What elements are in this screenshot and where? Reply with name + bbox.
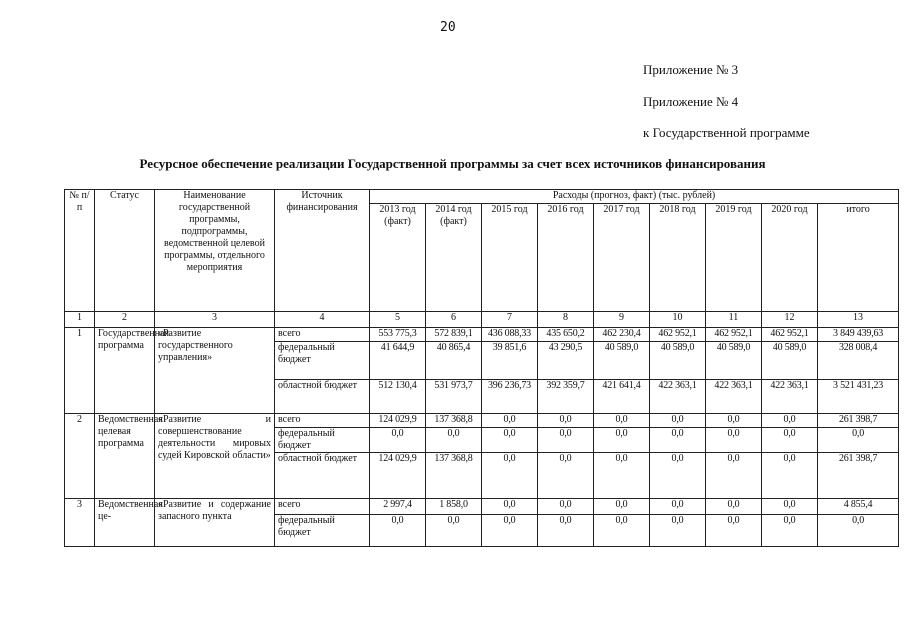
row-value: 137 368,8 xyxy=(426,414,482,428)
row-value: 0,0 xyxy=(482,414,538,428)
column-number: 3 xyxy=(155,312,275,328)
row-source: федеральный бюджет xyxy=(275,428,370,453)
row-value: 0,0 xyxy=(426,515,482,547)
table-row xyxy=(65,328,899,342)
row-value: 462 952,1 xyxy=(650,328,706,342)
row-value: 396 236,73 xyxy=(482,380,538,414)
row-value: 0,0 xyxy=(650,499,706,515)
header-year: 2017 год xyxy=(594,204,650,312)
row-value: 0,0 xyxy=(706,414,762,428)
row-value: 0,0 xyxy=(706,499,762,515)
appendix-line-3: Приложение № 3 xyxy=(643,62,739,77)
row-program-name: «Развитие и совершенствование деятельности мировых судей Кировской области» xyxy=(155,414,275,499)
row-value: 43 290,5 xyxy=(538,342,594,380)
row-value: 40 589,0 xyxy=(706,342,762,380)
row-value: 422 363,1 xyxy=(762,380,818,414)
row-value: 0,0 xyxy=(706,428,762,453)
row-value: 41 644,9 xyxy=(370,342,426,380)
column-number: 2 xyxy=(95,312,155,328)
row-number: 1 xyxy=(65,328,95,414)
resource-table xyxy=(64,189,899,547)
row-value: 0,0 xyxy=(426,428,482,453)
row-value: 0,0 xyxy=(538,515,594,547)
row-value: 3 849 439,63 xyxy=(818,328,899,342)
row-source: всего xyxy=(275,499,370,515)
header-year: 2016 год xyxy=(538,204,594,312)
row-value: 40 865,4 xyxy=(426,342,482,380)
header-year: 2014 год (факт) xyxy=(426,204,482,312)
row-value: 0,0 xyxy=(594,453,650,499)
row-value: 392 359,7 xyxy=(538,380,594,414)
row-value: 422 363,1 xyxy=(650,380,706,414)
column-number: 1 xyxy=(65,312,95,328)
row-value: 0,0 xyxy=(762,453,818,499)
row-value: 40 589,0 xyxy=(594,342,650,380)
column-number: 10 xyxy=(650,312,706,328)
column-number: 5 xyxy=(370,312,426,328)
header-num: № п/п xyxy=(65,190,95,312)
row-value: 1 858,0 xyxy=(426,499,482,515)
column-numbers-row xyxy=(65,312,899,328)
column-number: 7 xyxy=(482,312,538,328)
header-status: Статус xyxy=(95,190,155,312)
table-body xyxy=(65,190,899,547)
row-value: 0,0 xyxy=(650,453,706,499)
row-value: 0,0 xyxy=(650,515,706,547)
header-year: 2019 год xyxy=(706,204,762,312)
row-value: 512 130,4 xyxy=(370,380,426,414)
row-value: 4 855,4 xyxy=(818,499,899,515)
row-value: 553 775,3 xyxy=(370,328,426,342)
row-value: 40 589,0 xyxy=(650,342,706,380)
row-status: Ведомственная це- xyxy=(95,499,155,547)
row-value: 0,0 xyxy=(818,515,899,547)
row-status: Государственная программа xyxy=(95,328,155,414)
row-value: 0,0 xyxy=(482,515,538,547)
row-value: 0,0 xyxy=(762,515,818,547)
header-year: 2020 год xyxy=(762,204,818,312)
row-value: 0,0 xyxy=(594,428,650,453)
row-value: 261 398,7 xyxy=(818,414,899,428)
header-year: итого xyxy=(818,204,899,312)
row-program-name: «Развитие государственного управления» xyxy=(155,328,275,414)
row-value: 0,0 xyxy=(482,499,538,515)
row-source: всего xyxy=(275,328,370,342)
row-value: 0,0 xyxy=(594,414,650,428)
appendix-line-4: Приложение № 4 xyxy=(643,94,739,109)
row-source: всего xyxy=(275,414,370,428)
header-expenses: Расходы (прогноз, факт) (тыс. рублей) xyxy=(370,190,899,204)
row-source: областной бюджет xyxy=(275,453,370,499)
table-row xyxy=(65,499,899,515)
row-value: 462 952,1 xyxy=(762,328,818,342)
appendix-line-program: к Государственной программе xyxy=(643,125,810,140)
row-value: 0,0 xyxy=(594,499,650,515)
header-year: 2013 год (факт) xyxy=(370,204,426,312)
row-value: 0,0 xyxy=(482,453,538,499)
table-row xyxy=(65,414,899,428)
row-value: 40 589,0 xyxy=(762,342,818,380)
row-number: 3 xyxy=(65,499,95,547)
header-source: Источник финансирования xyxy=(275,190,370,312)
row-value: 0,0 xyxy=(538,428,594,453)
row-value: 422 363,1 xyxy=(706,380,762,414)
row-value: 0,0 xyxy=(762,428,818,453)
column-number: 13 xyxy=(818,312,899,328)
row-value: 0,0 xyxy=(538,499,594,515)
document-title: Ресурсное обеспечение реализации Государственной программы за счет всех источников финансирования xyxy=(139,156,766,171)
row-value: 261 398,7 xyxy=(818,453,899,499)
row-status: Ведомственная целевая программа xyxy=(95,414,155,499)
header-row-top xyxy=(65,190,899,204)
column-number: 6 xyxy=(426,312,482,328)
row-value: 531 973,7 xyxy=(426,380,482,414)
row-value: 462 230,4 xyxy=(594,328,650,342)
row-value: 0,0 xyxy=(482,428,538,453)
row-value: 39 851,6 xyxy=(482,342,538,380)
row-value: 0,0 xyxy=(762,414,818,428)
row-value: 436 088,33 xyxy=(482,328,538,342)
row-value: 421 641,4 xyxy=(594,380,650,414)
row-value: 0,0 xyxy=(818,428,899,453)
row-value: 462 952,1 xyxy=(706,328,762,342)
row-value: 0,0 xyxy=(538,414,594,428)
row-value: 0,0 xyxy=(650,428,706,453)
row-value: 0,0 xyxy=(706,515,762,547)
row-value: 0,0 xyxy=(762,499,818,515)
row-value: 0,0 xyxy=(370,428,426,453)
header-year: 2015 год xyxy=(482,204,538,312)
row-source: федеральный бюджет xyxy=(275,342,370,380)
header-name: Наименование государственной программы, подпрограммы, ведомственной целевой программы, отдельного мероприятия xyxy=(155,190,275,312)
row-source: федеральный бюджет xyxy=(275,515,370,547)
row-value: 435 650,2 xyxy=(538,328,594,342)
row-source: областной бюджет xyxy=(275,380,370,414)
row-value: 0,0 xyxy=(370,515,426,547)
row-value: 137 368,8 xyxy=(426,453,482,499)
row-value: 0,0 xyxy=(538,453,594,499)
row-value: 0,0 xyxy=(650,414,706,428)
row-value: 3 521 431,23 xyxy=(818,380,899,414)
column-number: 9 xyxy=(594,312,650,328)
row-value: 328 008,4 xyxy=(818,342,899,380)
column-number: 11 xyxy=(706,312,762,328)
column-number: 4 xyxy=(275,312,370,328)
column-number: 8 xyxy=(538,312,594,328)
page-number: 20 xyxy=(440,20,456,35)
row-value: 124 029,9 xyxy=(370,453,426,499)
row-value: 0,0 xyxy=(594,515,650,547)
row-number: 2 xyxy=(65,414,95,499)
row-program-name: «Развитие и содержание запасного пункта xyxy=(155,499,275,547)
header-year: 2018 год xyxy=(650,204,706,312)
row-value: 2 997,4 xyxy=(370,499,426,515)
row-value: 0,0 xyxy=(706,453,762,499)
row-value: 124 029,9 xyxy=(370,414,426,428)
column-number: 12 xyxy=(762,312,818,328)
row-value: 572 839,1 xyxy=(426,328,482,342)
